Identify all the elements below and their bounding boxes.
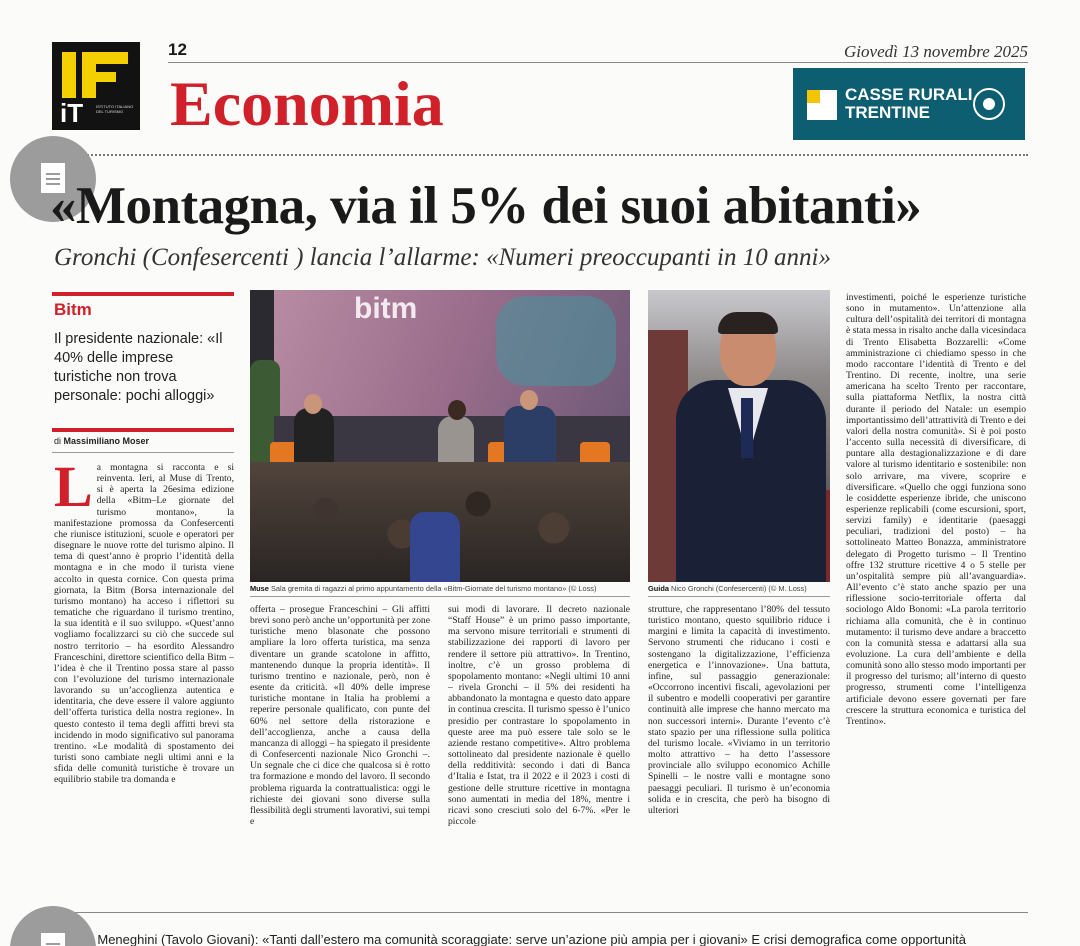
sponsor-banner[interactable] bbox=[793, 68, 1025, 140]
newspaper-logo bbox=[52, 42, 140, 130]
event-photo bbox=[250, 290, 630, 582]
caption-rule bbox=[648, 596, 830, 597]
sponsor-line1: CASSE RURALI bbox=[845, 85, 973, 104]
column-1-text: a montagna si racconta e si reinventa. Ieri, al Muse di Trento, si è aperta la 26esima edizione della «Bitm–Le giornate del turismo montano», la manifestazione promossa da Confesercenti che riunisce istituzioni, scuole e operatori per disegnare le nuove rotte del turismo alpino. Il tema di quest’anno è proprio l’identità della montagna e in che modo il turista viene accolto in questa cornice. Con questa prima giornata, la Bitm (Borsa internazionale del turismo montano) ha acceso i riflettori su tematiche che riguardano il turismo trentino, la sua identità e il suo sviluppo. «Quest’anno vogliamo focalizzarci su ciò che succede sul nostro territorio – ha esordito Alessandro Franceschini, direttore scientifico della Bitm – l’idea è che il Trentino possa stare al passo con l’evoluzione del turismo internazionale lavorando su un’accoglienza autentica e identitaria, che deve essere il valore aggiunto dell’offerta turistica della nostra regione». In questo contesto il tema degli affitti brevi sta incidendo in modo significativo sul panorama trentino. «Le modalità di spostamento dei turisti sono cambiate negli ultimi anni e la sfida delle comunità turistiche è trovare un equilibrio stabile tra domanda e bbox=[54, 462, 234, 786]
sponsor-text bbox=[845, 86, 973, 122]
footer-rule bbox=[52, 912, 1028, 913]
sponsor-line2: TRENTINE bbox=[845, 103, 930, 122]
byline bbox=[54, 436, 149, 446]
photo-2-caption-label: Guida bbox=[648, 584, 669, 593]
photo-2-caption bbox=[648, 584, 830, 593]
photo-screen-brand: bitm bbox=[354, 292, 418, 325]
photo-1-caption-text: Sala gremita di ragazzi al primo appuntamento della «Bitm-Giornate del turismo montano» (© Loss) bbox=[270, 584, 597, 593]
pull-quote-rule bbox=[52, 428, 234, 432]
document-icon bbox=[41, 933, 65, 946]
subheadline: Gronchi (Confesercenti ) lancia l’allarme: «Numeri preoccupanti in 10 anni» bbox=[54, 244, 831, 271]
sponsor-emblem-icon bbox=[973, 88, 1005, 120]
masthead-rule bbox=[168, 62, 1028, 63]
article-column-1 bbox=[54, 462, 234, 904]
dotted-divider bbox=[52, 154, 1028, 156]
section-title: Economia bbox=[170, 68, 444, 139]
photo-2-caption-text: Nico Gronchi (Confesercenti) (© M. Loss) bbox=[671, 584, 807, 593]
kicker-rule bbox=[52, 292, 234, 296]
byline-prefix: di bbox=[54, 436, 62, 446]
page-number: 12 bbox=[168, 40, 187, 59]
photo-1-caption-label: Muse bbox=[250, 584, 269, 593]
logo-letters: iT bbox=[60, 98, 84, 128]
caption-rule bbox=[250, 596, 630, 597]
footer-teaser bbox=[54, 932, 966, 946]
kicker: Bitm bbox=[54, 300, 92, 319]
article-column-5: investimenti, poiché le esperienze turistiche sono in mutamento». Un’attenzione alla cultura dell’ospitalità dei territori di montagna è stata messa in risalto anche dalla vicesindaca di Trento Elisabetta Bozzarelli: «Come amministrazione ci chiediamo spesso in che modo raccontare l’identità di Trento e del Trentino. Di recente, inoltre, una serie americana ha scelto Trento per raccontare, sulla piattaforma Netflix, la nostra città durante il periodo del Natale: un esempio importantissimo dell’attrattività di Trento e dei valori della nostra comunità». Si è poi posto l’accento sulla necessità di diversificare, di puntare alla destagionalizzazione e di dare valore al turismo identitario e sostenibile: non solo arrivare, ma vivere, scoprire e diversificare. «Quello che oggi funziona sono le cosiddette esperienze ibride, che uniscono esperienze replicabili (come escursioni, sport, servizi family) e identitarie (paesaggi peculiari, tradizioni del posto) – ha sottolineato Matteo Bonazza, amministratore delegato di Progetto turismo – Il Trentino offre 132 strutture ricettive 4 o 5 stelle per un’ospitalità sempre più all’avanguardia». All’evento c’è stato anche spazio per una riflessione socio-territoriale offerta dal sociologo Aldo Bonomi: «La parola territorio richiama alla comunità, che è in continuo mutamento: il turismo deve andare a braccetto con la comunità stessa e adattarsi alla sua evoluzione. La cura dell’ambiente e della comunità sono allo stesso modo importanti per il progresso del turismo; all’interno di questo progresso, strumenti come l’intelligenza artificiale devono essere governati per fare crescere la struttura economica e turistica del Trentino». bbox=[846, 292, 1026, 727]
article-column-4: strutture, che rappresentano l’80% del tessuto turistico montano, questo squilibrio riduce i margini e limita la capacità di investimento. Servono strumenti che riducano i costi e sostengano la digitalizzazione, l’efficienza energetica e l’innovazione». Una battuta, infine, sul passaggio generazionale: «Occorrono incentivi fiscali, agevolazioni per il subentro e modelli cooperativi per garantire continuità alle imprese che hanno mercato ma non successori interni». Durante l’evento c’è stato spazio per una riflessione sulla politica del turismo locale. «Viviamo in un territorio molto attrattivo – ha detto l’assessore provinciale allo sviluppo economico Achille Spinelli – le nostre valli e montagne sono paesaggi peculiari. Il turismo è un’economia solida e in crescita, che però ha bisogno di ulteriori bbox=[648, 604, 830, 816]
drop-cap: L bbox=[54, 462, 93, 519]
byline-author: Massimiliano Moser bbox=[63, 436, 150, 446]
portrait-photo bbox=[648, 290, 830, 582]
footer-text: Meneghini (Tavolo Giovani): «Tanti dall’estero ma comunità scoraggiate: serve un’azione più ampia per i giovani» E crisi demografica come opportunità bbox=[97, 932, 966, 946]
issue-date: Giovedì 13 novembre 2025 bbox=[844, 42, 1028, 61]
pull-quote: Il presidente nazionale: «Il 40% delle imprese turistiche non trova personale: pochi alloggi» bbox=[54, 331, 223, 404]
article-column-3: sui modi di lavorare. Il decreto nazionale “Staff House” è un primo passo importante, ma servono misure territoriali e strumenti di stabilizzazione dei rapporti di lavoro per rendere il settore più attrattivo». In Trentino, inoltre, c’è un grosso problema di spopolamento montano: «Negli ultimi 10 anni – rivela Gronchi – il 5% dei residenti ha abbandonato la montagna e questo dato appare in continua crescita. Il turismo spesso è l’unico presidio per contrastare lo spopolamento in queste aree ma può essere tale solo se le aziende restano competitive». Altro problema sottolineato dal presidente nazionale è quello della redditività: secondo i dati di Banca d’Italia e Istat, tra il 2022 e il 2023 i costi di gestione delle strutture ricettive in montagna sono aumentati in media del 18%, mentre i ricavi sono cresciuti solo del 6-7%. «Per le piccole bbox=[448, 604, 630, 827]
byline-rule bbox=[52, 452, 234, 453]
logo-small-text: ISTITUTO ITALIANO DEL TURISMO bbox=[96, 104, 134, 114]
article-column-2: offerta – prosegue Franceschini – Gli affitti brevi sono però anche un’opportunità per zone turistiche meno blasonate che possono ampliare la loro offerta turistica, ma senza diventare un grande scatolone in affitto, mantenendo dunque la propria identità». Il turismo trentino e nazionale, però, non è esente da criticità. «Il 40% delle imprese turistiche montane in Italia ha problemi a reperire personale qualificato, con punte del 60% nel settore della ristorazione e dell’accoglienza, anche a causa della mancanza di alloggi – ha spiegato il presidente di Confesercenti nazionale Nico Gronchi –. Un segnale che ci dice che qualcosa si è rotto tra formazione e mondo del lavoro. Il secondo problema riguarda la contrattualistica: oggi le richieste dei giovani sono diverse sulla flessibilità degli strumenti lavorativi, sui tempi e bbox=[250, 604, 430, 827]
photo-1-caption bbox=[250, 584, 630, 593]
headline: «Montagna, via il 5% dei suoi abitanti» bbox=[50, 177, 922, 235]
